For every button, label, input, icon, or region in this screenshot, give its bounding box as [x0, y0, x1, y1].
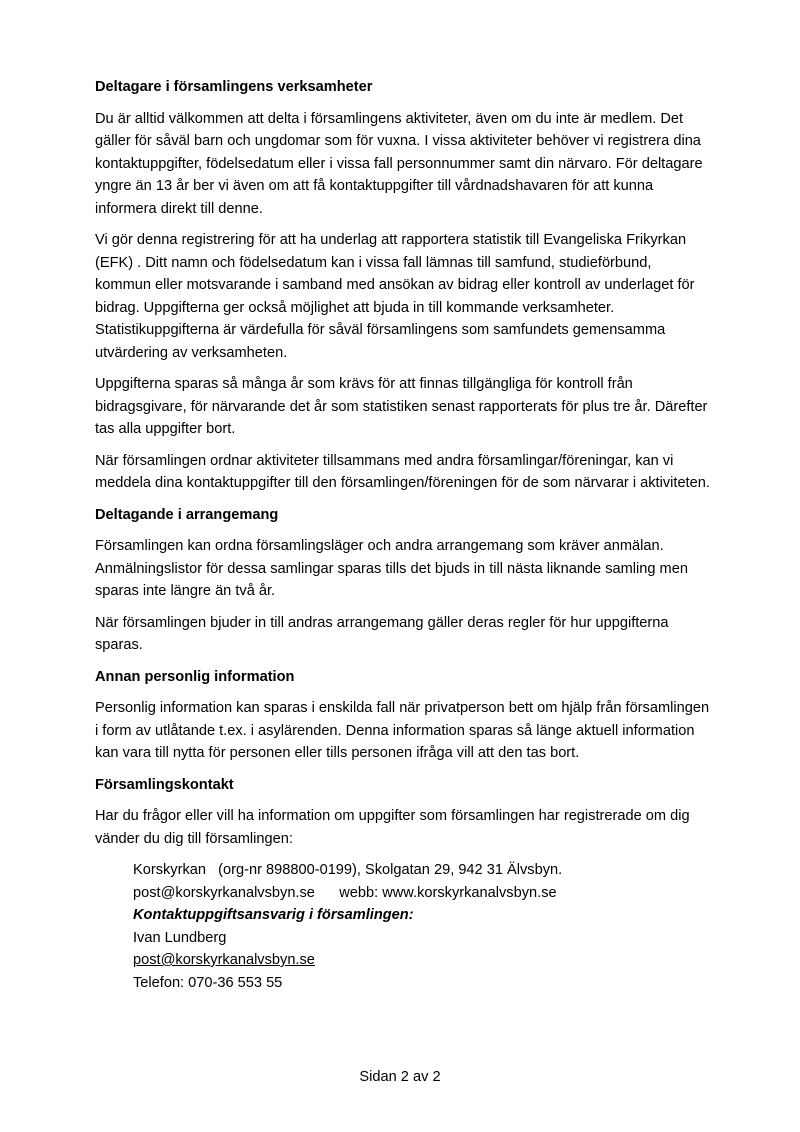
paragraph-arrangemang-2: När församlingen bjuder in till andras arrangemang gäller deras regler för hur uppgifterna sparas.	[95, 614, 669, 653]
paragraph-deltagare-2: Vi gör denna registrering för att ha underlag att rapportera statistik till Evangeliska Frikyrkan (EFK) . Ditt namn och födelsedatum kan i vissa fall lämnas till samfund, studieförbund, kommun eller motsvarande i samband med ansökan av bidrag eller kontroll av underlaget för bidrag. Uppgifterna ger också möjlighet att bjuda in till kommande verksamheter. Statistikuppgifterna är värdefulla för såväl församlingens som samfundets gemensamma utvärdering av verksamheten.	[95, 232, 695, 361]
contact-phone: Telefon: 070-36 553 55	[133, 974, 283, 991]
paragraph-arrangemang-1: Församlingen kan ordna församlingsläger och andra arrangemang som kräver anmälan. Anmälningslistor för dessa samlingar sparas tills det bjuds in till nästa liknande samling men sparas inte längre än två år.	[95, 538, 688, 599]
org-details: (org-nr 898800-0199), Skolgatan 29, 942 31 Älvsbyn.	[218, 862, 563, 878]
section-heading-deltagare: Deltagare i församlingens verksamheter	[95, 79, 373, 95]
section-heading-annan: Annan personlig information	[95, 668, 295, 685]
contact-email: post@korskyrkanalvsbyn.se	[133, 884, 315, 901]
contact-block	[133, 859, 710, 994]
section-heading-kontakt: Församlingskontakt	[95, 776, 234, 793]
responsible-name: Ivan Lundberg	[133, 929, 227, 946]
paragraph-deltagare-4: När församlingen ordnar aktiviteter tillsammans med andra församlingar/föreningar, kan vi meddela dina kontaktuppgifter till den församlingen/föreningen för de som närvarar i aktiviteten.	[95, 452, 710, 491]
page-footer: Sidan 2 av 2	[359, 1069, 441, 1085]
paragraph-kontakt-1: Har du frågor eller vill ha information om uppgifter som församlingen har registrerade om dig vänder du dig till församlingen:	[95, 808, 690, 847]
contact-web: webb: www.korskyrkanalvsbyn.se	[339, 884, 557, 901]
paragraph-annan-1: Personlig information kan sparas i enskilda fall när privatperson bett om hjälp från församlingen i form av utlåtande t.ex. i asylärenden. Denna information sparas så länge aktuell information kan vara till nytta för personen eller tills personen ifråga vill att den tas bort.	[95, 700, 710, 761]
responsible-email-line	[133, 949, 710, 972]
responsible-email-link[interactable]: post@korskyrkanalvsbyn.se	[133, 952, 315, 968]
paragraph-deltagare-3: Uppgifterna sparas så många år som krävs för att finnas tillgängliga för kontroll från bidragsgivare, för närvarande det år som statistiken senast rapporterats för plus tre år. Därefter tas alla uppgifter bort.	[95, 376, 708, 437]
document-page	[95, 76, 710, 994]
paragraph-deltagare-1: Du är alltid välkommen att delta i församlingens aktiviteter, även om du inte är medlem. Det gäller för såväl barn och ungdomar som för vuxna. I vissa aktiviteter behöver vi registrera dina kontaktuppgifter, födelsedatum eller i vissa fall personnummer samt din närvaro. För deltagare yngre än 13 år ber vi även om att få kontaktuppgifter till vårdnadshavaren för att kunna informera direkt till denne.	[95, 110, 703, 217]
section-heading-arrangemang: Deltagande i arrangemang	[95, 506, 279, 523]
contact-org-line	[133, 859, 710, 882]
responsible-label: Kontaktuppgiftsansvarig i församlingen:	[133, 907, 414, 923]
org-name: Korskyrkan	[133, 862, 206, 878]
contact-email-web-line	[133, 882, 710, 905]
